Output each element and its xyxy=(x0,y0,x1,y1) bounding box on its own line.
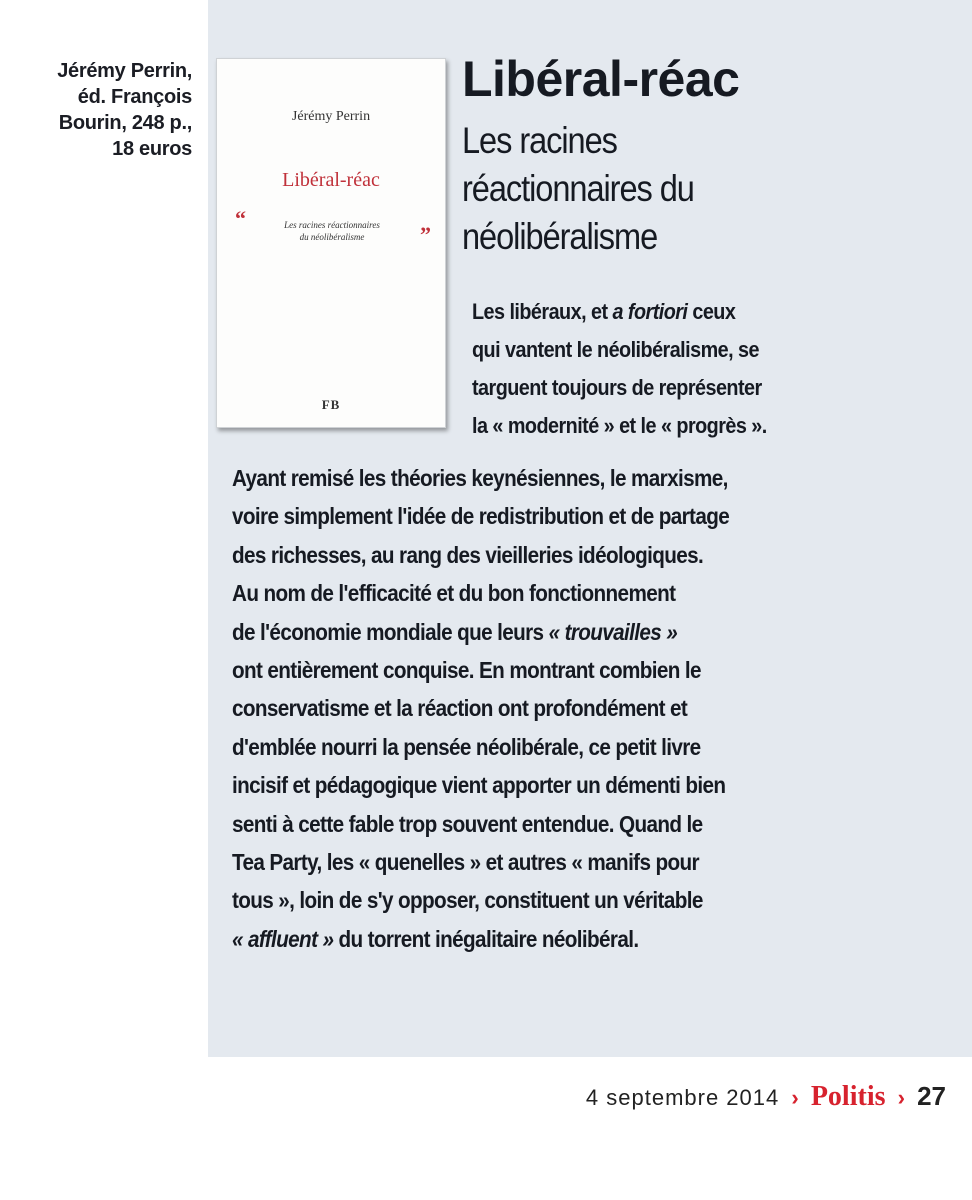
text-segment: de l'économie mondiale que leurs xyxy=(232,618,549,645)
chevron-right-icon: › xyxy=(897,1085,905,1110)
text-line xyxy=(232,732,701,762)
text-line xyxy=(232,501,729,531)
publication-name: Politis xyxy=(810,1081,886,1112)
cover-title: Libéral-réac xyxy=(282,169,380,191)
text-line xyxy=(472,297,735,327)
cover-subtitle-line: Les racines réactionnaires xyxy=(284,220,380,230)
emphasis-text: « trouvailles » xyxy=(548,618,678,645)
book-cover xyxy=(216,58,446,428)
text-line xyxy=(232,809,703,839)
text-segment: ceux xyxy=(687,299,736,324)
text-segment: la « modernité » et le « progrès ». xyxy=(472,413,767,438)
article-title: Libéral-réac xyxy=(462,51,740,107)
cover-author: Jérémy Perrin xyxy=(291,109,371,124)
text-line xyxy=(232,847,699,877)
text-segment: des richesses, au rang des vieilleries idéologiques. xyxy=(232,541,704,568)
text-segment: tous », loin de s'y opposer, constituent un véritable xyxy=(232,887,703,914)
text-line xyxy=(232,655,701,685)
text-segment: Au nom de l'efficacité et du bon fonctionnement xyxy=(232,580,676,607)
text-line xyxy=(232,885,703,915)
text-line xyxy=(232,693,687,723)
text-segment: d'emblée nourri la pensée néolibérale, ce petit livre xyxy=(232,733,701,760)
book-credit xyxy=(20,58,192,162)
text-segment: Ayant remisé les théories keynésiennes, le marxisme, xyxy=(232,465,728,491)
credit-pages: Bourin, 248 p., xyxy=(58,112,192,134)
text-segment: senti à cette fable trop souvent entendue. Quand le xyxy=(232,810,703,837)
text-line xyxy=(232,924,638,954)
text-segment: Les libéraux, et xyxy=(472,299,613,324)
text-segment: Tea Party, les « quenelles » et autres « manifs pour xyxy=(232,849,699,875)
text-line xyxy=(472,373,762,403)
text-segment: ont entièrement conquise. En montrant combien le xyxy=(232,657,701,683)
cover-subtitle xyxy=(235,206,431,247)
text-line xyxy=(472,335,759,365)
text-line xyxy=(232,617,677,647)
issue-date: 4 septembre 2014 xyxy=(585,1085,780,1110)
text-segment: conservatisme et la réaction ont profondément et xyxy=(232,695,688,722)
emphasis-text: a fortiori xyxy=(612,299,688,324)
chevron-right-icon: › xyxy=(791,1085,799,1110)
text-segment: qui vantent le néolibéralisme, se xyxy=(472,337,759,362)
open-quote-icon: “ xyxy=(235,206,246,231)
text-line xyxy=(232,578,675,608)
text-line xyxy=(232,463,728,493)
text-segment: targuent toujours de représenter xyxy=(472,375,762,400)
page-number: 27 xyxy=(917,1081,946,1111)
emphasis-text: « affluent » xyxy=(232,925,334,952)
close-quote-icon: ” xyxy=(420,222,431,247)
article-subtitle: Les racines réactionnaires du néolibéralisme xyxy=(462,120,694,257)
text-segment: du torrent inégalitaire néolibéral. xyxy=(333,925,639,952)
credit-price: 18 euros xyxy=(112,138,192,160)
text-segment: incisif et pédagogique vient apporter un démenti bien xyxy=(232,772,726,799)
text-line xyxy=(472,411,767,441)
page-footer xyxy=(586,1081,946,1113)
publisher-logo: FB xyxy=(321,397,341,412)
text-line xyxy=(232,540,703,570)
text-line xyxy=(232,770,725,800)
credit-author: Jérémy Perrin, xyxy=(57,60,192,82)
credit-publisher: éd. François xyxy=(77,86,192,108)
cover-subtitle-line: du néolibéralisme xyxy=(299,232,365,242)
text-segment: voire simplement l'idée de redistribution et de partage xyxy=(232,503,730,530)
